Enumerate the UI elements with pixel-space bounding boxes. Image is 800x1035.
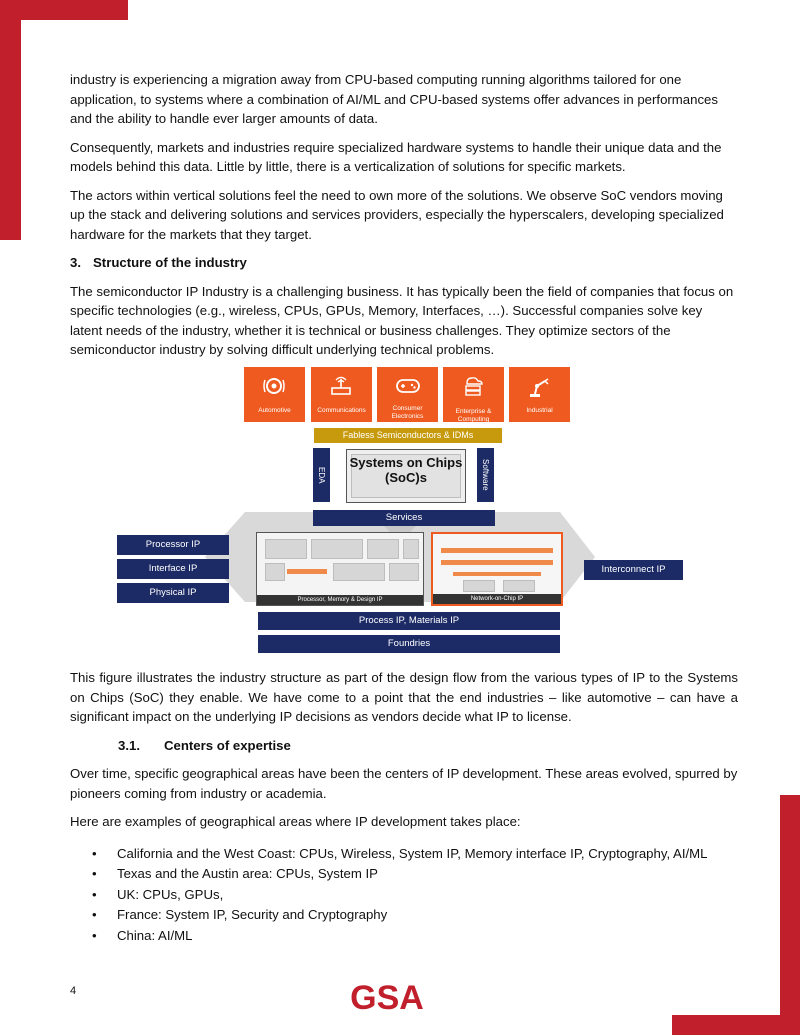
industry-tile-industrial (509, 367, 570, 422)
automotive-icon (262, 375, 286, 397)
gsa-logo (337, 978, 437, 1014)
industry-label: Enterprise & Computing (455, 408, 492, 423)
subsection-heading (118, 736, 738, 756)
server-cloud-icon (461, 375, 485, 399)
noc-link (441, 560, 553, 565)
noc-link (453, 572, 541, 576)
soc-box (346, 449, 466, 503)
paragraph: Over time, specific geographical areas have been the centers of IP development. These areas evolved, spurred by pioneers coming from industry or academia. (70, 766, 738, 801)
soc-title (347, 455, 465, 485)
paragraph: The semiconductor IP Industry is a challenging business. It has typically been the field of companies that focus on specific technologies (e.g., wireless, CPUs, GPUs, Memory, Interfaces, …). Successful companies solve key latent needs of the industry, whether it is technical or business challenges. They optimize sectors of the semiconductor industry by solving difficult underlying technical problems. (70, 283, 734, 357)
industry-tile-communications (311, 367, 372, 422)
section-heading (70, 253, 738, 273)
industry-label: Consumer Electronics (391, 405, 424, 420)
chip-bus (287, 569, 327, 574)
industry-tile-enterprise-computing (443, 367, 504, 422)
panel-label: Network-on-Chip IP (433, 594, 561, 604)
soc-title-line: (SoC)s (385, 470, 427, 485)
chip-block (265, 563, 285, 581)
processor-ip-box: Processor IP (117, 535, 229, 555)
services-bar: Services (313, 510, 495, 526)
gamepad-icon (395, 375, 421, 397)
industry-tile-automotive (244, 367, 305, 422)
interface-ip-box: Interface IP (117, 559, 229, 579)
chip-block (367, 539, 399, 559)
software-column: Software (477, 448, 494, 502)
section-number: 3. (70, 255, 81, 270)
soc-title-line: Systems on Chips (349, 455, 463, 470)
eda-column: EDA (313, 448, 330, 502)
chip-block (503, 580, 535, 592)
subsection-title: Centers of expertise (164, 737, 291, 753)
panel-label: Processor, Memory & Design IP (257, 595, 423, 605)
noc-link (441, 548, 553, 553)
fabless-bar: Fabless Semiconductors & IDMs (314, 428, 502, 443)
physical-ip-box: Physical IP (117, 583, 229, 603)
chip-block (311, 539, 363, 559)
list-item: • UK: CPUs, GPUs, (70, 885, 738, 905)
paragraph: Consequently, markets and industries require specialized hardware systems to handle their unique data and the models behind this data. Little by little, there is a verticalization of solutions for specific markets. (70, 139, 722, 174)
corner-bar-bottom-horizontal (672, 1015, 800, 1035)
processor-memory-design-panel (256, 532, 424, 606)
industry-label: Automotive (258, 407, 291, 414)
page-number: 4 (70, 985, 77, 997)
process-ip-bar: Process IP, Materials IP (258, 612, 560, 630)
chip-block (389, 563, 419, 581)
logo-text: GSA (350, 979, 424, 1014)
chip-block (403, 539, 419, 559)
section-title: Structure of the industry (93, 255, 247, 270)
figure-caption: This figure illustrates the industry structure as part of the design flow from the various types of IP to the Systems on Chips (SoC) they enable. We have come to a point that the end industries – like automotive – can have a significant impact on the underlying IP decisions as vendors decide what IP to license. (70, 670, 738, 724)
industry-structure-figure (0, 362, 800, 662)
bottom-text-block (70, 668, 738, 946)
foundries-bar: Foundries (258, 635, 560, 653)
list-item: • California and the West Coast: CPUs, Wireless, System IP, Memory interface IP, Cryptography, AI/ML (70, 844, 738, 864)
chip-block (265, 539, 307, 559)
corner-bar-bottom-vertical (780, 795, 800, 1035)
expertise-list (70, 844, 738, 946)
chip-block (333, 563, 385, 581)
paragraph: industry is experiencing a migration away from CPU-based computing running algorithms tailored for one application, to systems where a combination of AI/ML and CPU-based systems offer advances in performances and the ability to handle ever larger amounts of data. (70, 72, 718, 126)
network-on-chip-panel (431, 532, 563, 606)
paragraph: Here are examples of geographical areas where IP development takes place: (70, 814, 521, 829)
corner-bar-top-vertical (0, 0, 21, 240)
list-item: • China: AI/ML (70, 926, 738, 946)
industry-label: Communications (317, 407, 366, 414)
paragraph: The actors within vertical solutions feel the need to own more of the solutions. We observe SoC vendors moving up the stack and delivering solutions and services providers, especially the hyperscalers, developing specialized hardware for the markets that they target. (70, 187, 724, 242)
subsection-number: 3.1. (118, 737, 140, 753)
interconnect-ip-box: Interconnect IP (584, 560, 683, 580)
list-item: • Texas and the Austin area: CPUs, System IP (70, 864, 738, 884)
top-text-block (70, 70, 738, 369)
chip-block (463, 580, 495, 592)
robot-arm-icon (527, 375, 551, 399)
industry-label: Industrial (526, 407, 553, 414)
communications-icon (329, 375, 353, 397)
list-item: • France: System IP, Security and Cryptography (70, 905, 738, 925)
industry-tile-consumer-electronics (377, 367, 438, 422)
